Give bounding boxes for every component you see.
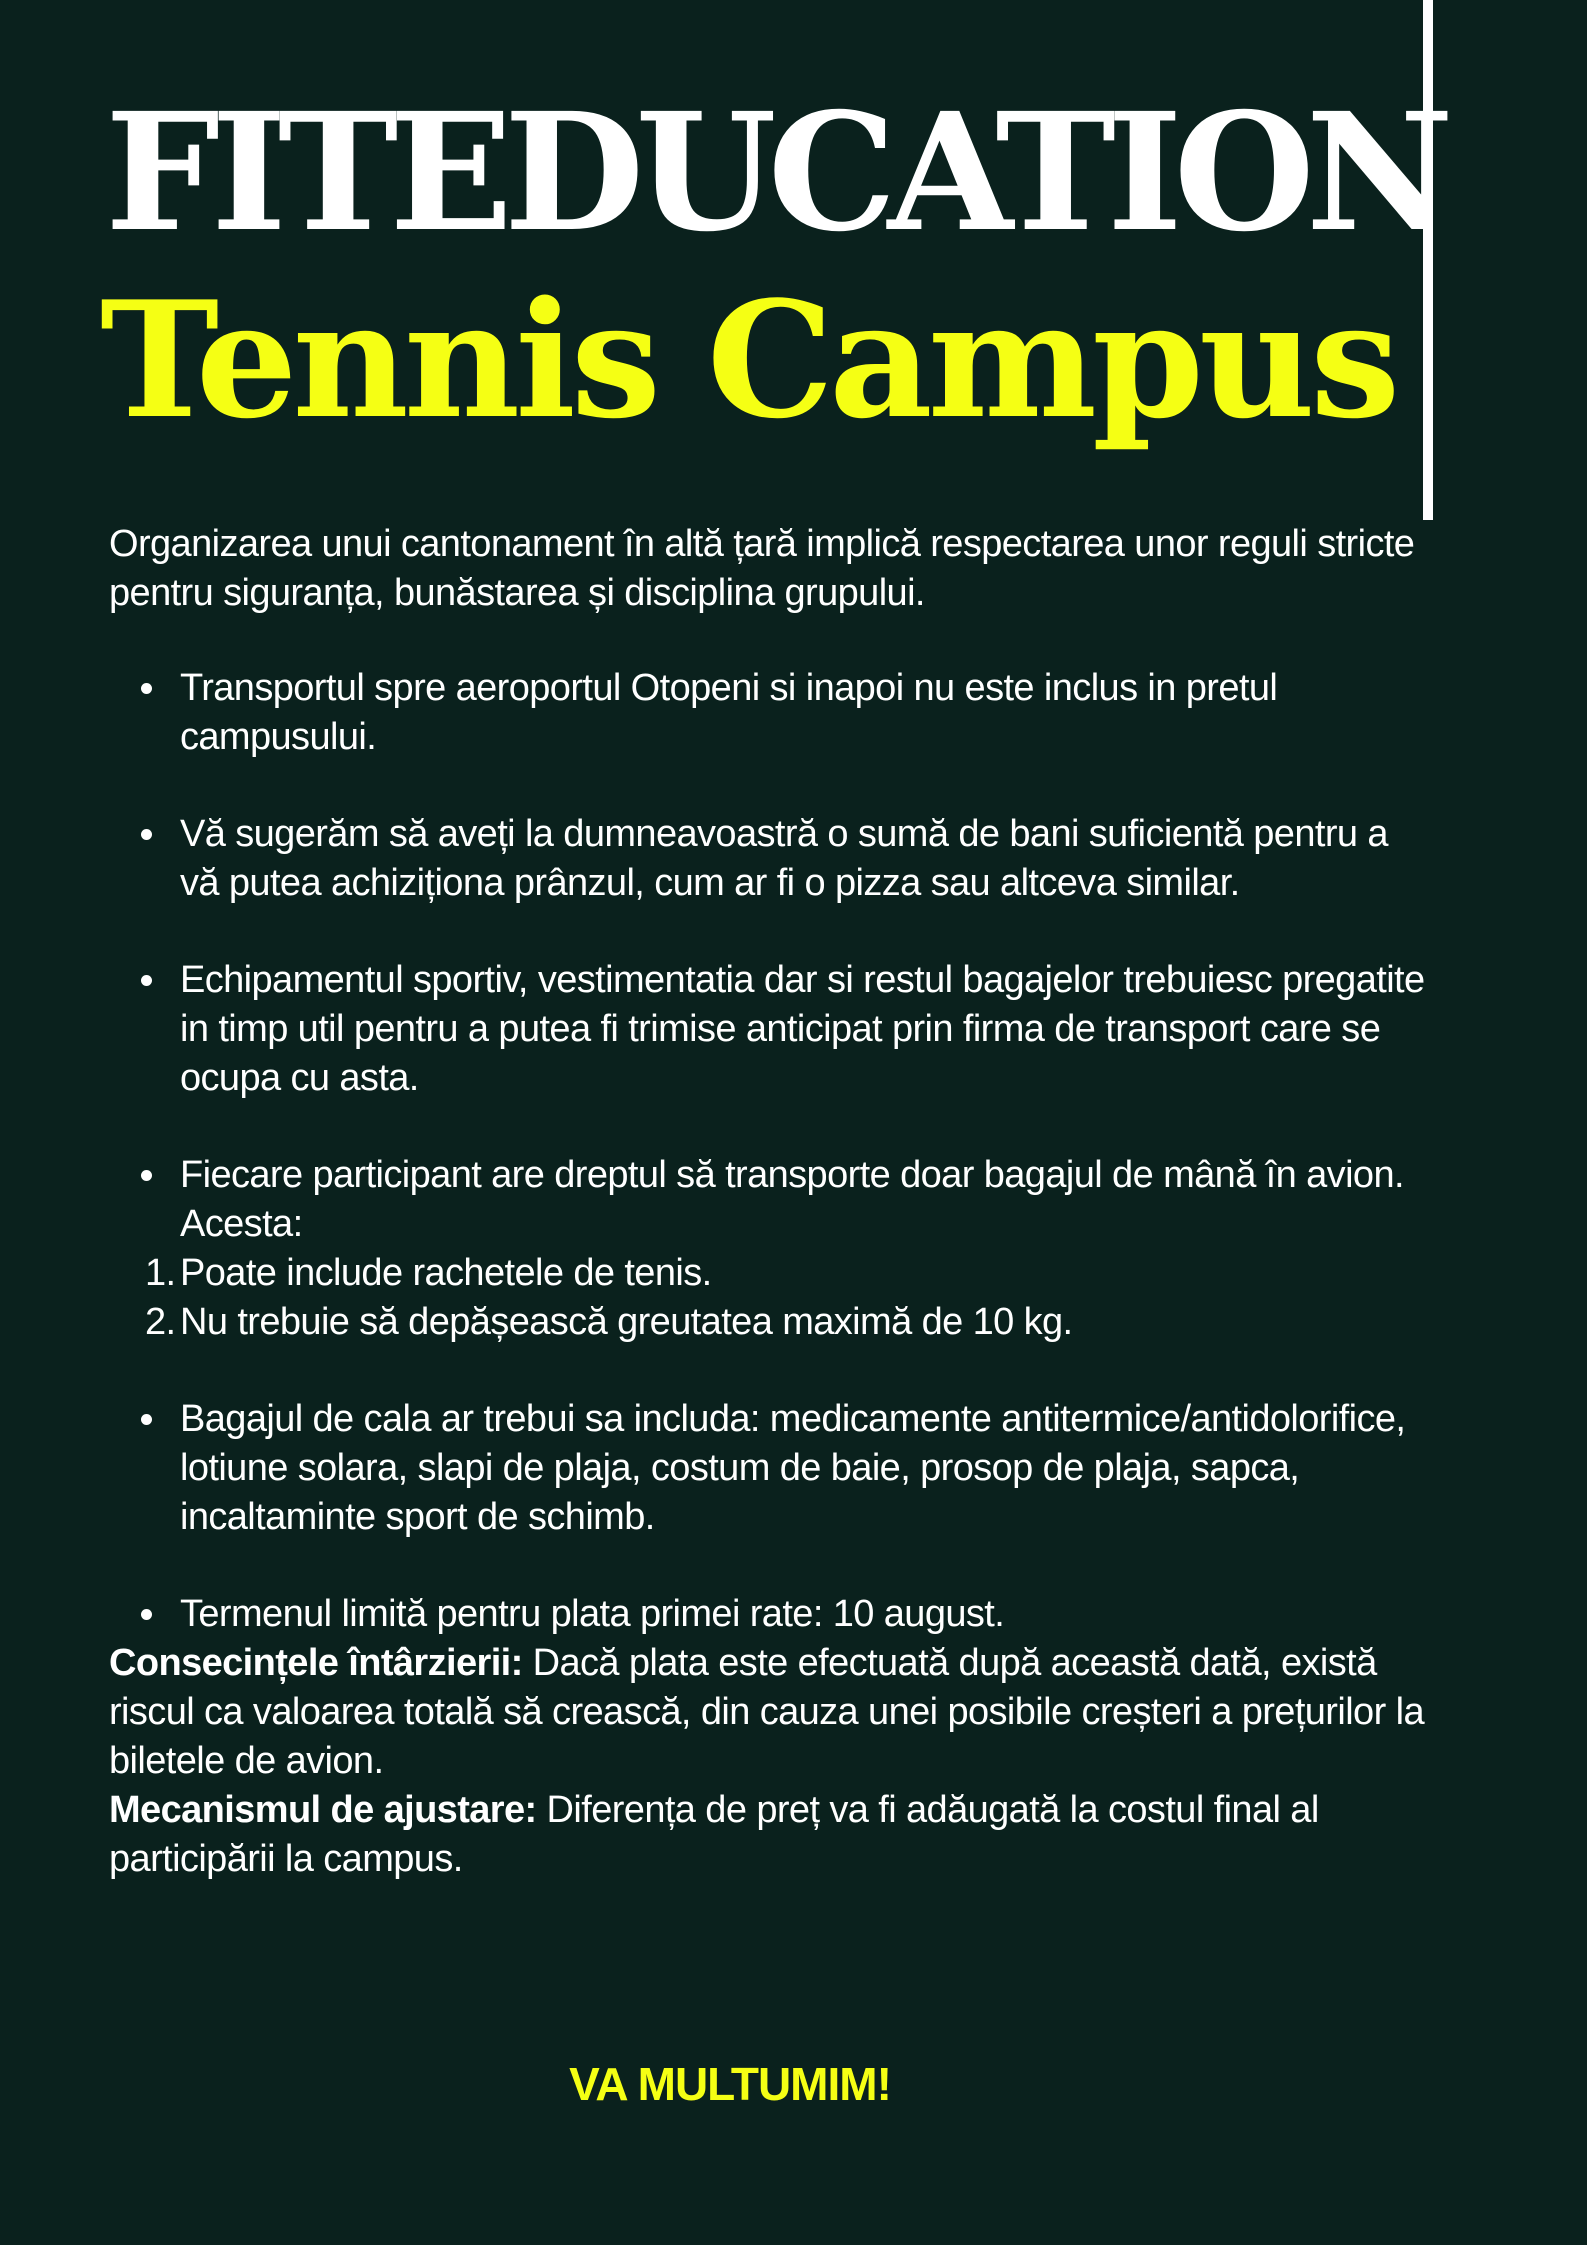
- list-item-text: Termenul limită pentru plata primei rate: 10 august.: [180, 1593, 1005, 1635]
- list-item-text: Bagajul de cala ar trebui sa includa: medicamente antitermice/antidolorifice, lotiune solara, slapi de plaja, costum de baie, prosop de plaja, sapca, incaltaminte sport de schimb.: [180, 1398, 1406, 1538]
- bullet-icon: [141, 829, 152, 840]
- list-item-text: Fiecare participant are dreptul să transporte doar bagajul de mână în avion. Acesta:: [180, 1154, 1404, 1245]
- list-item: [109, 956, 1429, 1103]
- hand-luggage-sublist: [109, 1249, 1429, 1347]
- bullet-icon: [141, 1170, 152, 1181]
- list-item-text: Vă sugerăm să aveți la dumneavoastră o sumă de bani suficientă pentru a vă putea achiziționa prânzul, cum ar fi o pizza sau altceva similar.: [180, 813, 1388, 904]
- list-item: [109, 1395, 1429, 1542]
- list-item-text: Transportul spre aeroportul Otopeni si inapoi nu este inclus in pretul campusului.: [180, 667, 1278, 758]
- sublist-item: [109, 1298, 1429, 1347]
- page-title: FITEDUCATION: [105, 78, 1445, 268]
- document-body: [109, 520, 1429, 1884]
- bullet-icon: [141, 1609, 152, 1620]
- sublist-item: [109, 1249, 1429, 1298]
- late-payment-note: [109, 1639, 1429, 1786]
- note-text: Dacă plata este efectuată după această dată, există riscul ca valoarea totală să crească, din cauza unei posibile creșteri a prețurilor la biletele de avion.: [109, 1642, 1424, 1782]
- sublist-item-text: Nu trebuie să depășească greutatea maximă de 10 kg.: [180, 1301, 1073, 1343]
- list-item-text: Echipamentul sportiv, vestimentatia dar si restul bagajelor trebuiesc pregatite in timp util pentru a putea fi trimise anticipat prin firma de transport care se ocupa cu asta.: [180, 959, 1425, 1099]
- note-text: Diferența de preț va fi adăugată la costul final al participării la campus.: [109, 1789, 1319, 1880]
- list-item: [109, 664, 1429, 762]
- list-item: [109, 1151, 1429, 1347]
- list-item: [109, 810, 1429, 908]
- sublist-item-text: Poate include rachetele de tenis.: [180, 1252, 712, 1294]
- note-label: Mecanismul de ajustare:: [109, 1789, 537, 1831]
- bullet-icon: [141, 1414, 152, 1425]
- bullet-icon: [141, 975, 152, 986]
- page-subtitle: Tennis Campus: [100, 266, 1396, 454]
- sublist-item-number: 2.: [145, 1301, 176, 1343]
- note-label: Consecințele întârzierii:: [109, 1642, 523, 1684]
- list-item: [109, 1590, 1429, 1639]
- rules-list: [109, 664, 1429, 1639]
- bullet-icon: [141, 683, 152, 694]
- closing-thanks: VA MULTUMIM!: [569, 2058, 891, 2110]
- intro-paragraph: Organizarea unui cantonament în altă țară implică respectarea unor reguli stricte pentru siguranța, bunăstarea și disciplina grupului.: [109, 523, 1415, 614]
- sublist-item-number: 1.: [145, 1252, 176, 1294]
- adjustment-note: [109, 1786, 1429, 1884]
